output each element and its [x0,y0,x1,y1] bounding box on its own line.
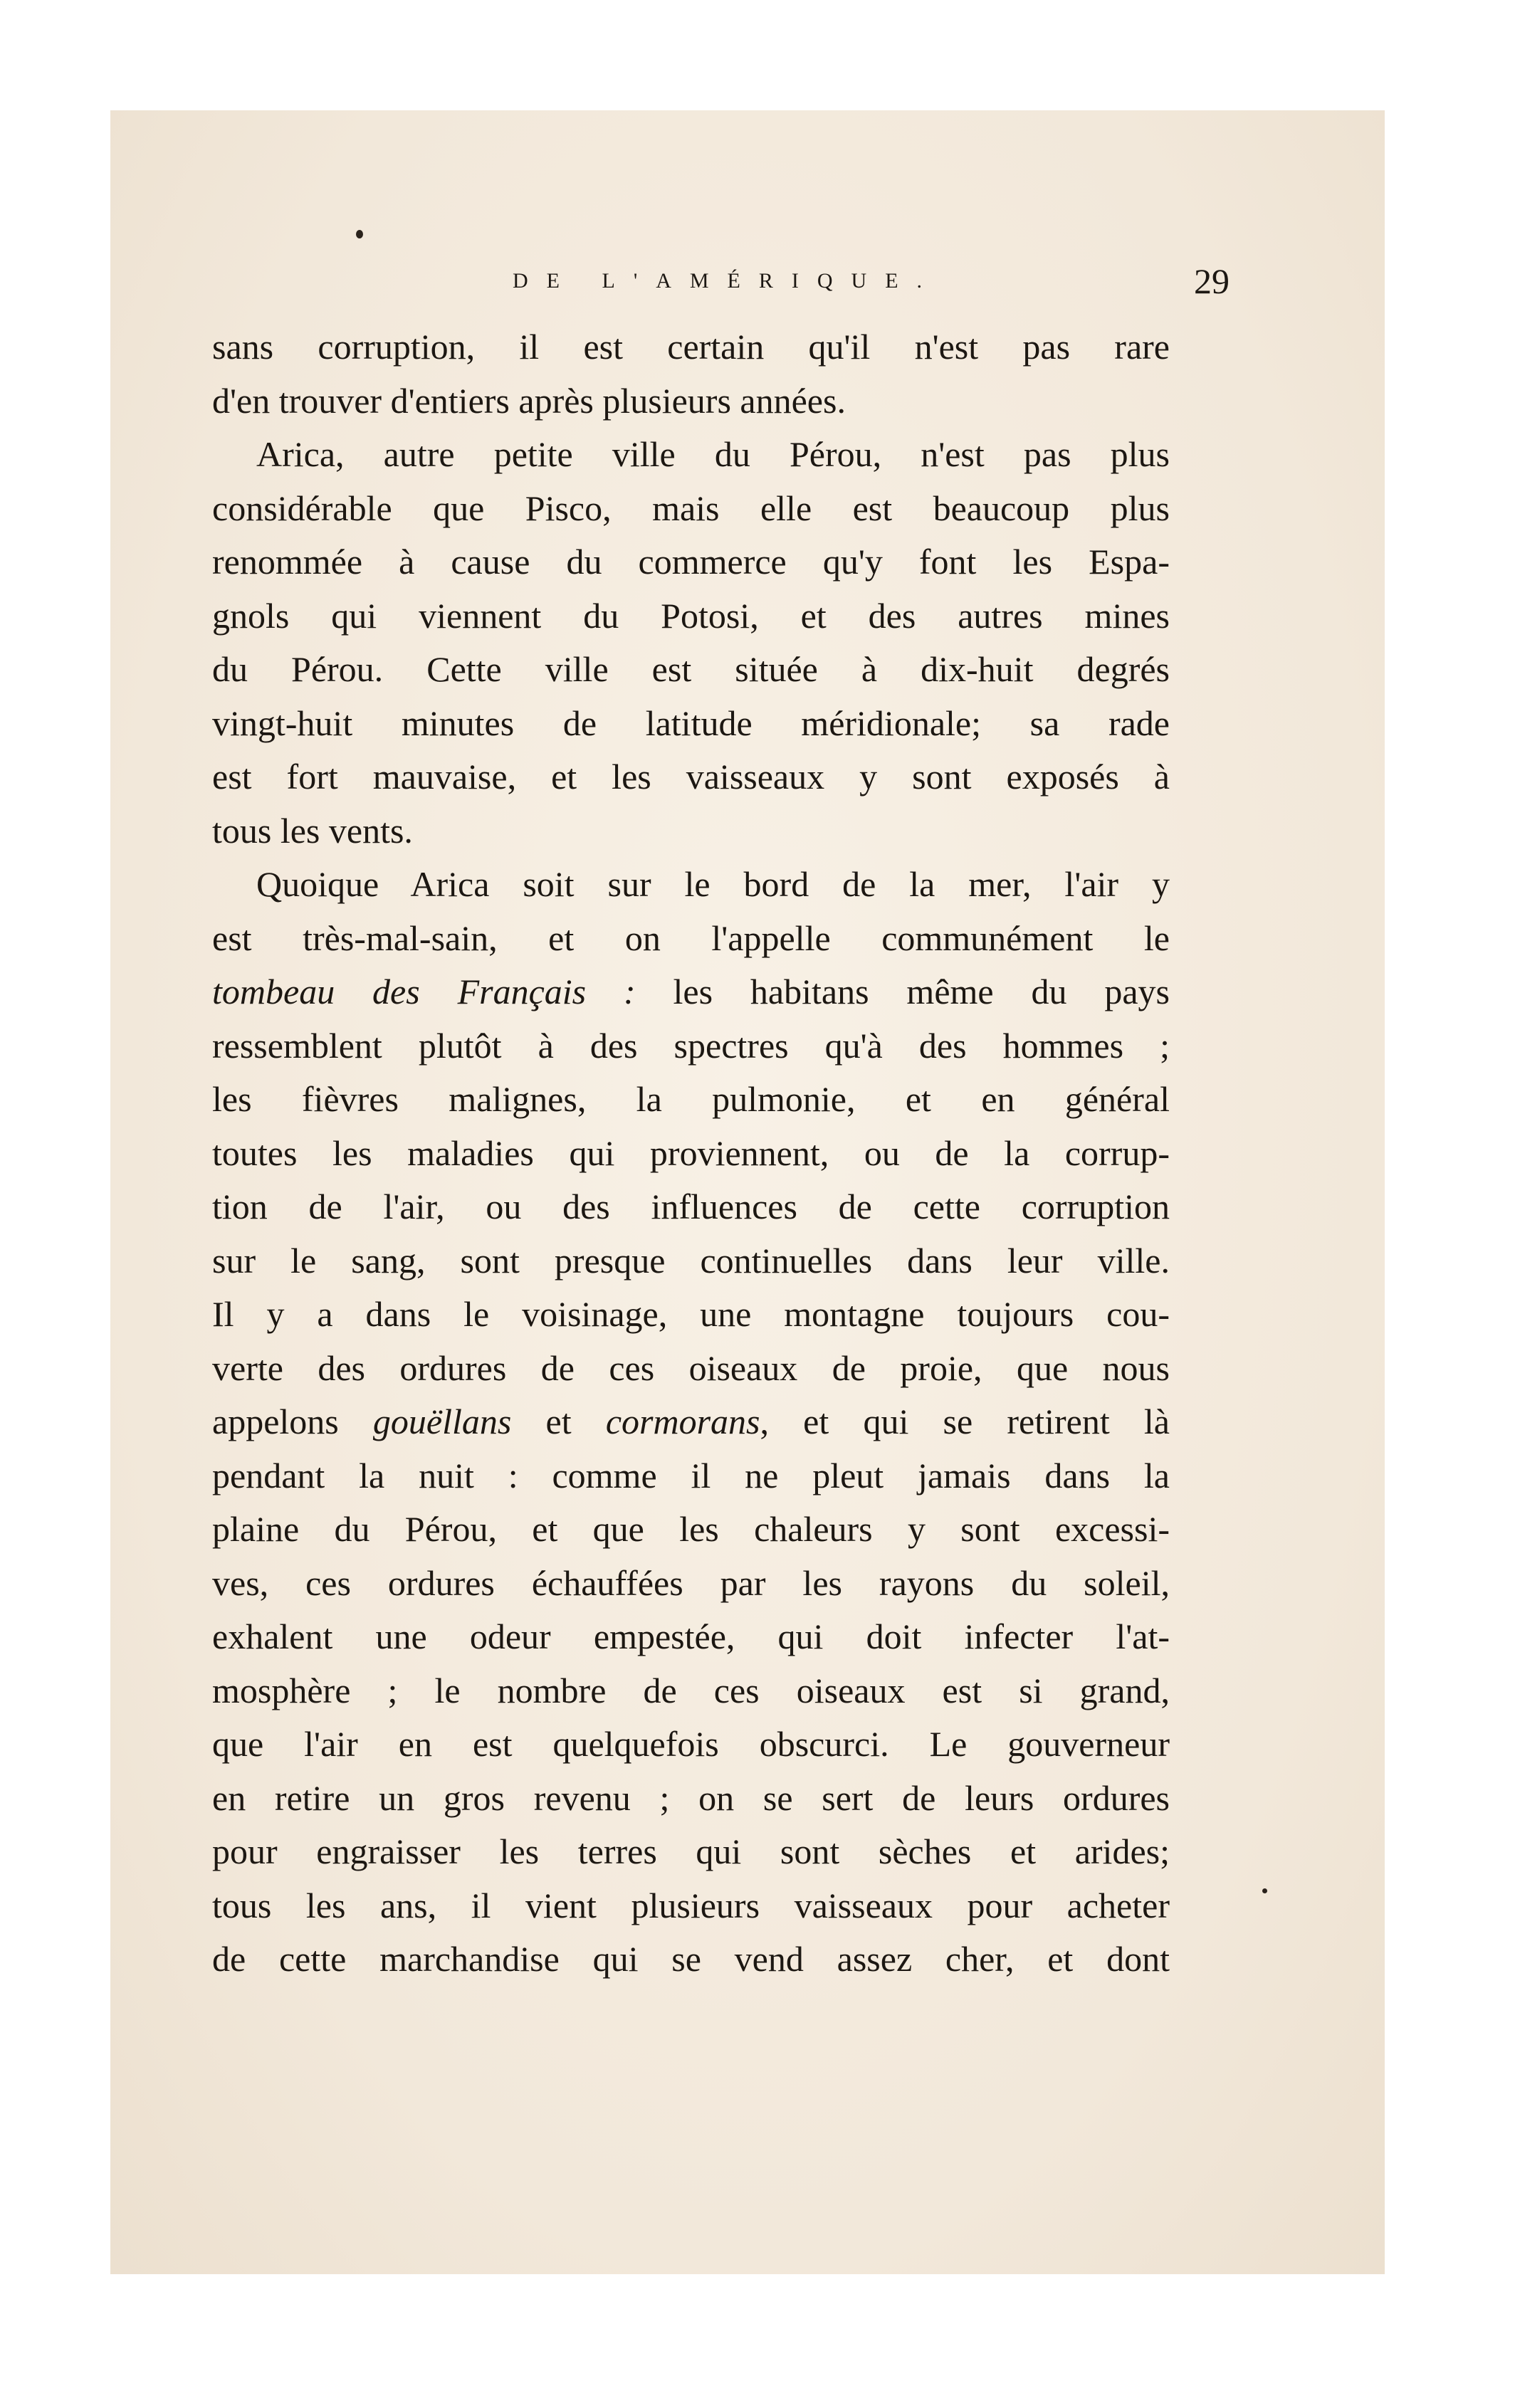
text-line: en retire un gros revenu ; on se sert de leurs ordures [212,1777,1170,1818]
text-line: exhalent une odeur empestée, qui doit infecter l'at- [212,1616,1170,1656]
text-line: Arica, autre petite ville du Pérou, n'est pas plus [256,434,1170,474]
italic-phrase: gouëllans [372,1402,512,1441]
text-line: renommée à cause du commerce qu'y font les Espa- [212,542,1170,582]
text-line: toutes les maladies qui proviennent, ou de la corrup- [212,1132,1170,1173]
book-page [110,110,1385,2274]
text-line: est très-mal-sain, et on l'appelle communément le [212,918,1170,958]
text-line: tous les ans, il vient plusieurs vaisseaux pour acheter [212,1885,1170,1925]
text-line: ressemblent plutôt à des spectres qu'à des hommes ; [212,1025,1170,1066]
text-line: d'en trouver d'entiers après plusieurs années. [212,380,846,421]
italic-phrase: cormorans [605,1402,760,1441]
ink-speck [356,230,363,238]
text-line: plaine du Pérou, et que les chaleurs y sont excessi- [212,1509,1170,1549]
page-number: 29 [1194,261,1230,301]
italic-phrase: tombeau des Français : [212,972,636,1011]
text-line: mosphère ; le nombre de ces oiseaux est si grand, [212,1670,1170,1710]
running-title: DE L'AMÉRIQUE. [513,269,941,293]
text-line: du Pérou. Cette ville est située à dix-huit degrés [212,649,1170,689]
text-line: gnols qui viennent du Potosi, et des autres mines [212,595,1170,636]
text-fragment: et [511,1402,606,1441]
text-line: de cette marchandise qui se vend assez cher, et dont [212,1939,1170,1979]
text-fragment: , et qui se retirent là [760,1402,1170,1441]
text-line: sans corruption, il est certain qu'il n'est pas rare [212,327,1170,367]
text-line: les fièvres malignes, la pulmonie, et en général [212,1079,1170,1119]
text-line: pendant la nuit : comme il ne pleut jamais dans la [212,1455,1170,1495]
text-line: ves, ces ordures échauffées par les rayons du soleil, [212,1562,1170,1603]
text-fragment: les habitans même du pays [635,972,1170,1011]
text-line: que l'air en est quelquefois obscurci. Le gouverneur [212,1724,1170,1764]
text-line-italic-phrase [212,965,1170,1019]
text-line: sur le sang, sont presque continuelles dans leur ville. [212,1240,1170,1281]
text-line-italic-phrase [212,1395,1170,1449]
text-line: Quoique Arica soit sur le bord de la mer, l'air y [256,864,1170,904]
running-head [217,253,1278,310]
text-line: Il y a dans le voisinage, une montagne toujours cou- [212,1294,1170,1334]
text-line: pour engraisser les terres qui sont sèches et arides; [212,1831,1170,1871]
text-line: verte des ordures de ces oiseaux de proie, que nous [212,1347,1170,1388]
text-line: est fort mauvaise, et les vaisseaux y sont exposés à [212,757,1170,796]
text-line: considérable que Pisco, mais elle est beaucoup plus [212,488,1170,528]
text-fragment: appelons [212,1402,373,1441]
ink-speck [1262,1888,1267,1893]
text-line: vingt-huit minutes de latitude méridionale; sa rade [212,703,1170,743]
text-line: tion de l'air, ou des influences de cette corruption [212,1187,1170,1226]
body-text [212,320,1170,1987]
text-line: tous les vents. [212,810,413,851]
